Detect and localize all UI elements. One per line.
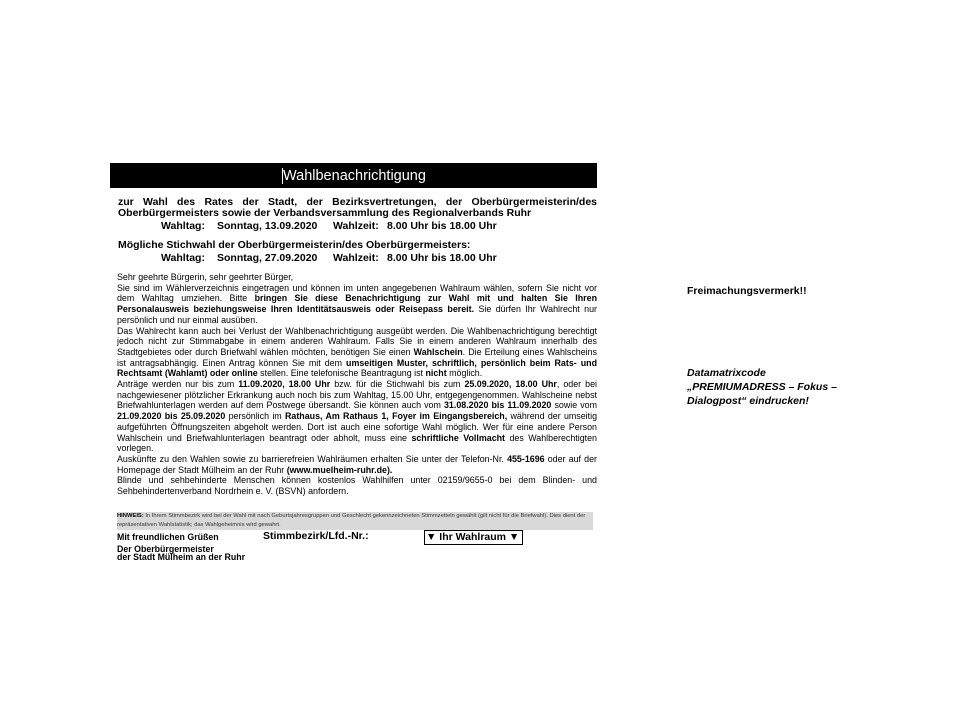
paragraph-1: Sie sind im Wählerverzeichnis eingetragen und können im unten angegebenen Wahlraum wählen, sofern Sie nicht vor dem Wahltag umziehen. Bitte bringen Sie diese Benachrichtigung zur Wahl mit und halten Sie Ihren Personalausweis beziehungsweise Ihren Identitätsausweis oder Reisepass bereit. Sie dürfen Ihr Wahlrecht nur persönlich und nur einmal ausüben. <box>117 282 597 325</box>
document-title: Wahlbenachrichtigung <box>283 168 426 184</box>
paragraph-4: Auskünfte zu den Wahlen sowie zu barrierefreien Wahlräumen erhalten Sie unter der Telefon-Nr. 455-1696 oder auf der Homepage der Stadt Mülheim an der Ruhr (www.muelheim-ruhr.de). <box>117 453 597 475</box>
wahlzeit-label: Wahlzeit: <box>333 220 379 232</box>
greeting: Mit freundlichen Grüßen <box>117 532 219 542</box>
datamatrix-line-2: „PREMIUMADRESS – Fokus – <box>687 381 837 393</box>
document-title-bar <box>110 163 597 188</box>
stichwahl-wahlzeit-value: 8.00 Uhr bis 18.00 Uhr <box>387 252 497 264</box>
paragraph-5: Blinde und sehbehinderte Menschen können kostenlos Wahlhilfen unter 02159/9655-0 bei dem Blinden- und Sehbehindertenverband Nordrhein e. V. (BSVN) anfordern. <box>117 475 597 497</box>
stichwahl-heading: Mögliche Stichwahl der Oberbürgermeisterin/des Oberbürgermeisters: <box>118 239 471 251</box>
datamatrix-line-1: Datamatrixcode <box>687 367 766 379</box>
wahltag-label: Wahltag: <box>161 220 205 232</box>
stimmbezirk-label: Stimmbezirk/Lfd.-Nr.: <box>263 530 369 542</box>
stichwahl-wahltag-value: Sonntag, 27.09.2020 <box>217 252 318 264</box>
signature-block <box>117 533 245 562</box>
signer-title: Der Oberbürgermeister <box>117 543 214 554</box>
datamatrix-line-3: Dialogpost“ eindrucken! <box>687 395 809 407</box>
wahlraum-dropdown[interactable]: ▼ Ihr Wahlraum ▼ <box>424 530 523 545</box>
stichwahl-wahltag-label: Wahltag: <box>161 252 205 264</box>
paragraph-2: Das Wahlrecht kann auch bei Verlust der Wahlbenachrichtigung ausgeübt werden. Die Wahlbenachrichtigung berechtigt jedoch nicht zur Stimmabgabe in einem anderen Wahlraum. Falls Sie in einem anderen Wahlraum innerhalb des Stadtgebietes oder durch Briefwahl wählen möchten, benötigen Sie einen Wahlschein. Die Erteilung eines Wahlscheins ist antragsabhängig. Einen Antrag können Sie mit dem umseitigen Muster, schriftlich, persönlich beim Rats- und Rechtsamt (Wahlamt) oder online stellen. Eine telefonische Beantragung ist nicht möglich. <box>117 325 597 379</box>
datamatrix-note <box>687 366 837 408</box>
paragraph-3: Anträge werden nur bis zum 11.09.2020, 18.00 Uhr bzw. für die Stichwahl bis zum 25.09.2020, 18.00 Uhr, oder bei nachgewiesener plötzlicher Erkrankung auch noch bis zum Wahltag, 15.00 Uhr, entgegengenommen. Wahlscheine nebst Briefwahlunterlagen werden auf dem Postwege übersandt. Sie können auch vom 31.08.2020 bis 11.09.2020 sowie vom 21.09.2020 bis 25.09.2020 persönlich im Rathaus, Am Rathaus 1, Foyer im Eingangsbereich, während der umseitig aufgeführten Öffnungszeiten abgeholt werden. Dort ist auch eine sofortige Wahl möglich. Wer für eine andere Person Wahlschein und Briefwahlunterlagen beantragt oder abholt, muss eine schriftliche Vollmacht des Wahlberechtigten vorlegen. <box>117 379 598 454</box>
election-line-2: Oberbürgermeisters sowie der Verbandsversammlung des Regionalverbands Ruhr <box>118 207 532 219</box>
stichwahl-wahlzeit-label: Wahlzeit: <box>333 252 379 264</box>
hinweis-note <box>117 512 593 530</box>
hinweis-text: In Ihrem Stimmbezirk wird bei der Wahl mit nach Geburtsjahresgruppen und Geschlecht gekennzeichneten Stimmzetteln gewählt (gilt nicht für die Briefwahl). Dies dient der repräsentativen Wahlstatistik; das Wahlgeheimnis wird gewahrt. <box>117 513 586 528</box>
election-line-1: zur Wahl des Rates der Stadt, der Bezirksvertretungen, der Oberbürgermeisterin/des <box>118 196 597 208</box>
letter-body <box>117 272 597 497</box>
salutation: Sehr geehrte Bürgerin, sehr geehrter Bürger, <box>117 272 294 282</box>
wahlzeit-value: 8.00 Uhr bis 18.00 Uhr <box>387 220 497 232</box>
freimachungsvermerk: Freimachungsvermerk!! <box>687 285 807 297</box>
wahltag-value: Sonntag, 13.09.2020 <box>217 220 318 232</box>
hinweis-label: HINWEIS: <box>117 513 144 519</box>
signer-city: der Stadt Mülheim an der Ruhr <box>117 552 246 562</box>
